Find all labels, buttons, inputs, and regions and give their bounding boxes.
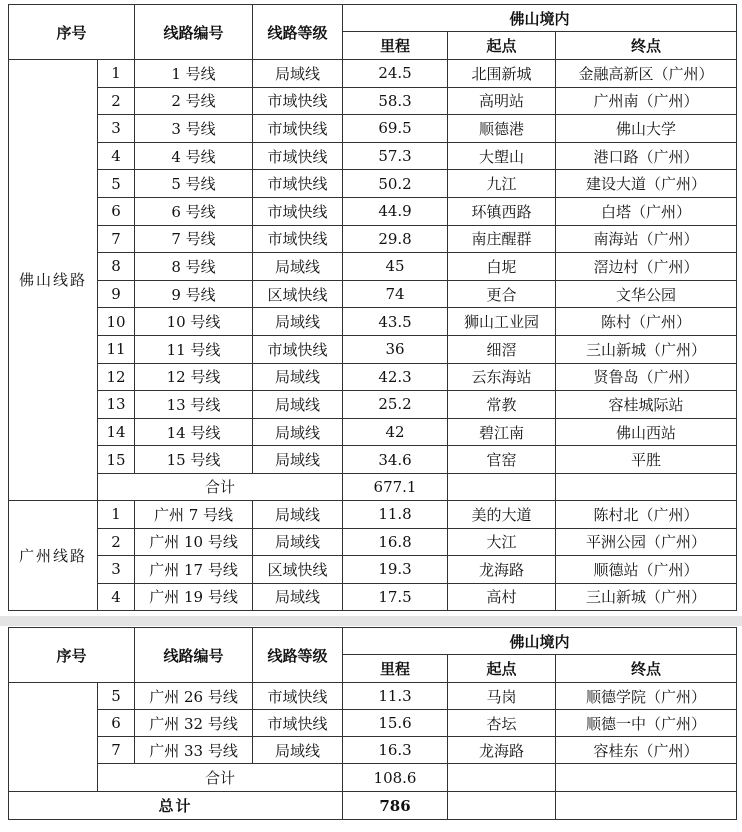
empty-cell (556, 473, 737, 500)
row-number: 7 (98, 737, 135, 764)
row-number: 14 (98, 418, 135, 446)
start-station: 南庄醒群 (448, 225, 556, 253)
end-station: 陈村（广州） (556, 308, 737, 336)
end-station: 南海站（广州） (556, 225, 737, 253)
end-station: 佛山西站 (556, 418, 737, 446)
line-number: 广州 10 号线 (135, 528, 253, 556)
row-number: 15 (98, 446, 135, 474)
header-grade: 线路等级 (253, 5, 343, 60)
empty-cell (448, 473, 556, 500)
empty-cell (448, 792, 556, 820)
mileage-value: 43.5 (343, 308, 448, 336)
end-station: 平洲公园（广州） (556, 528, 737, 556)
row-number: 6 (98, 197, 135, 225)
table-row (9, 115, 737, 143)
end-station: 建设大道（广州） (556, 170, 737, 198)
table-row (9, 225, 737, 253)
table-row (9, 197, 737, 225)
start-station: 更合 (448, 280, 556, 308)
end-station: 白塔（广州） (556, 197, 737, 225)
end-station: 滘边村（广州） (556, 253, 737, 281)
row-number: 1 (98, 60, 135, 88)
line-number: 12 号线 (135, 363, 253, 391)
start-station: 龙海路 (448, 737, 556, 764)
line-number: 7 号线 (135, 225, 253, 253)
end-station: 佛山大学 (556, 115, 737, 143)
mileage-value: 16.8 (343, 528, 448, 556)
start-station: 高村 (448, 583, 556, 611)
table-row (9, 308, 737, 336)
line-number: 5 号线 (135, 170, 253, 198)
end-station: 顺德学院（广州） (556, 683, 737, 710)
line-grade: 市域快线 (253, 170, 343, 198)
table-row (9, 363, 737, 391)
mileage-value: 42.3 (343, 363, 448, 391)
row-number: 4 (98, 583, 135, 611)
table-row (9, 556, 737, 584)
line-number: 广州 19 号线 (135, 583, 253, 611)
line-grade: 局域线 (253, 528, 343, 556)
mileage-value: 50.2 (343, 170, 448, 198)
group-label-continued (9, 683, 98, 792)
start-station: 大塱山 (448, 142, 556, 170)
row-number: 12 (98, 363, 135, 391)
start-station: 环镇西路 (448, 197, 556, 225)
mileage-value: 15.6 (343, 710, 448, 737)
line-number: 10 号线 (135, 308, 253, 336)
table-row (9, 500, 737, 528)
start-station: 杏坛 (448, 710, 556, 737)
line-number: 广州 26 号线 (135, 683, 253, 710)
line-number: 广州 17 号线 (135, 556, 253, 584)
start-station: 高明站 (448, 87, 556, 115)
table-row (9, 391, 737, 419)
line-grade: 市域快线 (253, 142, 343, 170)
end-station: 贤鲁岛（广州） (556, 363, 737, 391)
subtotal-label: 合计 (98, 764, 343, 792)
end-station: 金融高新区（广州） (556, 60, 737, 88)
mileage-value: 19.3 (343, 556, 448, 584)
line-grade: 局域线 (253, 60, 343, 88)
page-break (0, 616, 742, 626)
mileage-value: 74 (343, 280, 448, 308)
header-group: 佛山境内 (343, 5, 737, 32)
line-grade: 局域线 (253, 737, 343, 764)
header-grade: 线路等级 (253, 628, 343, 683)
table-row (9, 280, 737, 308)
header-end: 终点 (556, 655, 737, 683)
mileage-value: 58.3 (343, 87, 448, 115)
table-row (9, 87, 737, 115)
line-number: 广州 32 号线 (135, 710, 253, 737)
mileage-table-part2 (8, 627, 737, 820)
start-station: 碧江南 (448, 418, 556, 446)
line-number: 广州 33 号线 (135, 737, 253, 764)
row-number: 4 (98, 142, 135, 170)
group-label: 佛山线路 (9, 60, 98, 501)
mileage-table-part1 (8, 4, 737, 611)
end-station: 广州南（广州） (556, 87, 737, 115)
group-label: 广州线路 (9, 500, 98, 610)
row-number: 3 (98, 556, 135, 584)
subtotal-label: 合计 (98, 473, 343, 500)
table-row (9, 253, 737, 281)
end-station: 容桂东（广州） (556, 737, 737, 764)
table-row (9, 418, 737, 446)
line-grade: 区域快线 (253, 280, 343, 308)
line-grade: 局域线 (253, 418, 343, 446)
line-grade: 市域快线 (253, 225, 343, 253)
start-station: 白坭 (448, 253, 556, 281)
start-station: 细滘 (448, 335, 556, 363)
row-number: 1 (98, 500, 135, 528)
table-row (9, 683, 737, 710)
mileage-value: 45 (343, 253, 448, 281)
start-station: 官窑 (448, 446, 556, 474)
grand-total-row (9, 792, 737, 820)
end-station: 顺德一中（广州） (556, 710, 737, 737)
line-grade: 局域线 (253, 253, 343, 281)
subtotal-value: 108.6 (343, 764, 448, 792)
line-number: 广州 7 号线 (135, 500, 253, 528)
line-number: 1 号线 (135, 60, 253, 88)
mileage-value: 57.3 (343, 142, 448, 170)
start-station: 云东海站 (448, 363, 556, 391)
subtotal-row (9, 473, 737, 500)
line-grade: 市域快线 (253, 335, 343, 363)
header-mileage: 里程 (343, 32, 448, 60)
mileage-value: 34.6 (343, 446, 448, 474)
header-end: 终点 (556, 32, 737, 60)
start-station: 常教 (448, 391, 556, 419)
table-row (9, 142, 737, 170)
line-number: 14 号线 (135, 418, 253, 446)
row-number: 10 (98, 308, 135, 336)
line-number: 4 号线 (135, 142, 253, 170)
header-start: 起点 (448, 655, 556, 683)
mileage-value: 29.8 (343, 225, 448, 253)
empty-cell (448, 764, 556, 792)
row-number: 2 (98, 87, 135, 115)
start-station: 狮山工业园 (448, 308, 556, 336)
mileage-value: 44.9 (343, 197, 448, 225)
empty-cell (556, 792, 737, 820)
row-number: 9 (98, 280, 135, 308)
mileage-value: 36 (343, 335, 448, 363)
empty-cell (556, 764, 737, 792)
table-row (9, 737, 737, 764)
header-mileage: 里程 (343, 655, 448, 683)
start-station: 马岗 (448, 683, 556, 710)
end-station: 三山新城（广州） (556, 335, 737, 363)
start-station: 顺德港 (448, 115, 556, 143)
start-station: 龙海路 (448, 556, 556, 584)
header-seq: 序号 (9, 5, 135, 60)
row-number: 5 (98, 683, 135, 710)
row-number: 7 (98, 225, 135, 253)
line-number: 6 号线 (135, 197, 253, 225)
start-station: 北围新城 (448, 60, 556, 88)
line-grade: 局域线 (253, 363, 343, 391)
end-station: 陈村北（广州） (556, 500, 737, 528)
start-station: 大江 (448, 528, 556, 556)
row-number: 8 (98, 253, 135, 281)
mileage-value: 16.3 (343, 737, 448, 764)
row-number: 5 (98, 170, 135, 198)
grand-total-value: 786 (343, 792, 448, 820)
row-number: 3 (98, 115, 135, 143)
row-number: 2 (98, 528, 135, 556)
mileage-value: 24.5 (343, 60, 448, 88)
end-station: 顺德站（广州） (556, 556, 737, 584)
row-number: 6 (98, 710, 135, 737)
line-number: 13 号线 (135, 391, 253, 419)
start-station: 九江 (448, 170, 556, 198)
mileage-value: 11.3 (343, 683, 448, 710)
table-row (9, 335, 737, 363)
line-grade: 局域线 (253, 446, 343, 474)
line-number: 2 号线 (135, 87, 253, 115)
table-row (9, 583, 737, 611)
line-grade: 局域线 (253, 391, 343, 419)
header-start: 起点 (448, 32, 556, 60)
start-station: 美的大道 (448, 500, 556, 528)
end-station: 文华公园 (556, 280, 737, 308)
end-station: 容桂城际站 (556, 391, 737, 419)
line-grade: 市域快线 (253, 115, 343, 143)
subtotal-value: 677.1 (343, 473, 448, 500)
line-number: 3 号线 (135, 115, 253, 143)
line-grade: 市域快线 (253, 710, 343, 737)
end-station: 三山新城（广州） (556, 583, 737, 611)
line-grade: 局域线 (253, 583, 343, 611)
line-number: 9 号线 (135, 280, 253, 308)
mileage-value: 17.5 (343, 583, 448, 611)
row-number: 11 (98, 335, 135, 363)
table-row (9, 60, 737, 88)
header-seq: 序号 (9, 628, 135, 683)
end-station: 港口路（广州） (556, 142, 737, 170)
row-number: 13 (98, 391, 135, 419)
table-row (9, 170, 737, 198)
table-row (9, 528, 737, 556)
line-grade: 局域线 (253, 500, 343, 528)
table-row (9, 710, 737, 737)
table-row (9, 446, 737, 474)
line-grade: 区域快线 (253, 556, 343, 584)
end-station: 平胜 (556, 446, 737, 474)
line-number: 8 号线 (135, 253, 253, 281)
mileage-value: 42 (343, 418, 448, 446)
header-line-no: 线路编号 (135, 628, 253, 683)
line-number: 15 号线 (135, 446, 253, 474)
line-grade: 市域快线 (253, 683, 343, 710)
grand-total-label: 总计 (9, 792, 343, 820)
line-grade: 局域线 (253, 308, 343, 336)
header-group: 佛山境内 (343, 628, 737, 655)
header-line-no: 线路编号 (135, 5, 253, 60)
line-grade: 市域快线 (253, 197, 343, 225)
mileage-value: 25.2 (343, 391, 448, 419)
mileage-value: 69.5 (343, 115, 448, 143)
subtotal-row (9, 764, 737, 792)
line-number: 11 号线 (135, 335, 253, 363)
mileage-value: 11.8 (343, 500, 448, 528)
line-grade: 市域快线 (253, 87, 343, 115)
